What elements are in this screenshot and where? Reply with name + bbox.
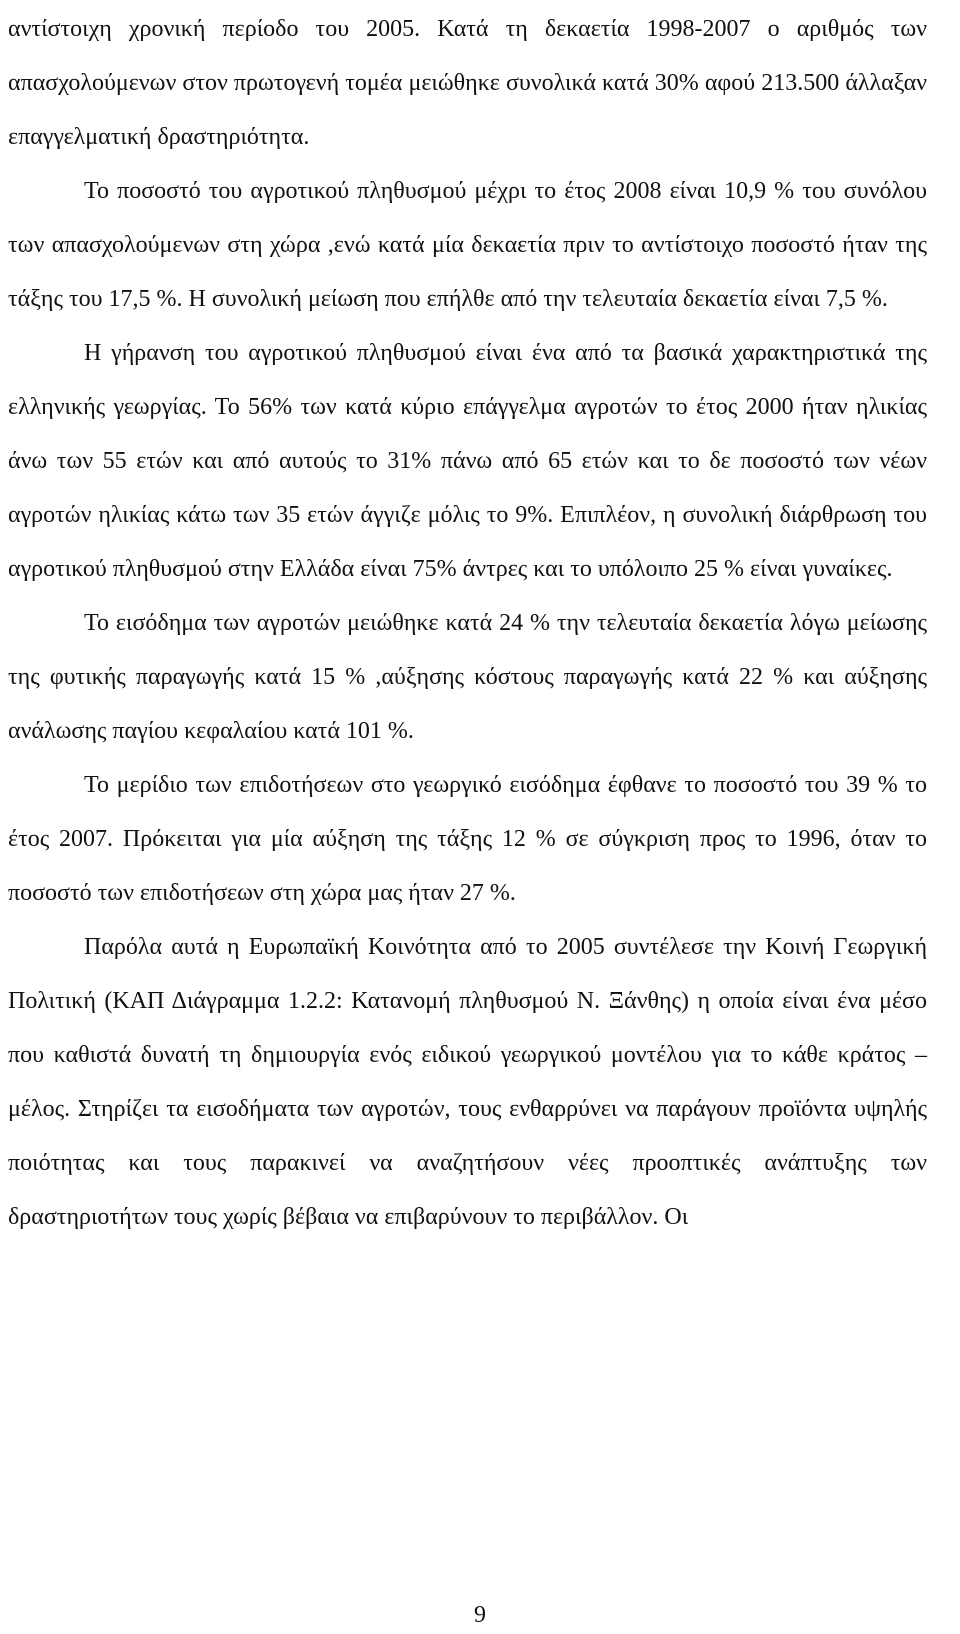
paragraph-income: Το εισόδημα των αγροτών μειώθηκε κατά 24 % την τελευταία δεκαετία λόγω μείωσης της φυτικής παραγωγής κατά 15 % ,αύξησης κόστους παραγωγής κατά 22 % και αύξησης ανάλωσης παγίου κεφαλαίου κατά 101 %. xyxy=(8,610,927,744)
paragraph-cap: Παρόλα αυτά η Ευρωπαϊκή Κοινότητα από το 2005 συντέλεσε την Κοινή Γεωργική Πολιτική (ΚΑΠ Διάγραμμα 1.2.2: Κατανομή πληθυσμού Ν. Ξάνθης) η οποία είναι ένα μέσο που καθιστά δυνατή τη δημιουργία ενός ειδικού γεωργικού μοντέλου για το κάθε κράτος – μέλος. Στηρίζει τα εισοδήματα των αγροτών, τους ενθαρρύνει να παράγουν προϊόντα υψηλής ποιότητας και τους παρακινεί να αναζητήσουν νέες προοπτικές ανάπτυξης των δραστηριοτήτων τους χωρίς βέβαια να επιβαρύνουν το περιβάλλον. Οι xyxy=(8,934,927,1230)
paragraph-ageing: Η γήρανση του αγροτικού πληθυσμού είναι ένα από τα βασικά χαρακτηριστικά της ελληνικής γεωργίας. Το 56% των κατά κύριο επάγγελμα αγροτών το έτος 2000 ήταν ηλικίας άνω των 55 ετών και από αυτούς το 31% πάνω από 65 ετών και το δε ποσοστό των νέων αγροτών ηλικίας κάτω των 35 ετών άγγιζε μόλις το 9%. Επιπλέον, η συνολική διάρθρωση του αγροτικού πληθυσμού στην Ελλάδα είναι 75% άντρες και το υπόλοιπο 25 % είναι γυναίκες. xyxy=(8,340,927,582)
page-number: 9 xyxy=(474,1602,486,1628)
paragraph-subsidies: Το μερίδιο των επιδοτήσεων στο γεωργικό εισόδημα έφθανε το ποσοστό του 39 % το έτος 2007. Πρόκειται για μία αύξηση της τάξης 12 % σε σύγκριση προς το 1996, όταν το ποσοστό των επιδοτήσεων στη χώρα μας ήταν 27 %. xyxy=(8,772,927,906)
paragraph-agricultural-population: Το ποσοστό του αγροτικού πληθυσμού μέχρι το έτος 2008 είναι 10,9 % του συνόλου των απασχολούμενων στη χώρα ,ενώ κατά μία δεκαετία πριν το αντίστοιχο ποσοστό ήταν της τάξης του 17,5 %. Η συνολική μείωση που επήλθε από την τελευταία δεκαετία είναι 7,5 %. xyxy=(8,178,927,312)
body-text xyxy=(8,2,927,1244)
paragraph-continuation: αντίστοιχη χρονική περίοδο του 2005. Κατά τη δεκαετία 1998-2007 ο αριθμός των απασχολούμενων στον πρωτογενή τομέα μειώθηκε συνολικά κατά 30% αφού 213.500 άλλαξαν επαγγελματική δραστηριότητα. xyxy=(8,16,927,150)
